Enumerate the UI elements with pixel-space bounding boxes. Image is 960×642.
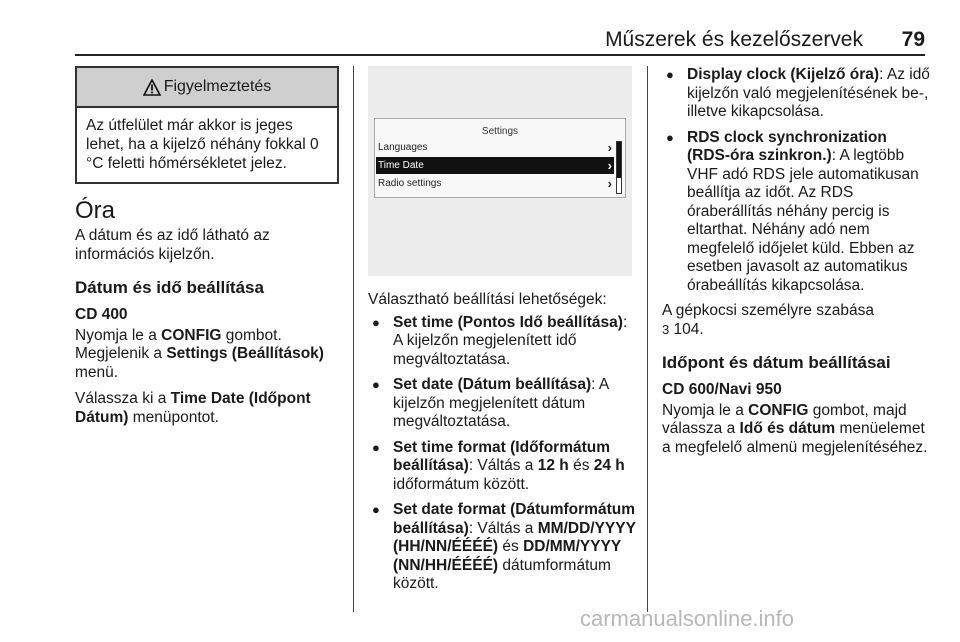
text: Válassza ki a — [75, 390, 171, 407]
option-text: : A kijelzőn megjelenített dátum megváltoztatása. — [393, 376, 609, 430]
model-label: CD 400 — [75, 306, 128, 323]
datum-paragraph-1 — [75, 327, 337, 383]
option-text: : Váltás a — [468, 457, 538, 474]
option-label: RDS clock synchronization (RDS-óra szinkron.) — [687, 128, 887, 164]
option-text: és — [568, 457, 594, 474]
column-divider — [353, 66, 354, 612]
text: gombot. Megjelenik a — [75, 326, 282, 362]
personalisation-ref — [662, 302, 930, 339]
text: gombot, majd válassza a — [662, 401, 907, 437]
warning-header — [77, 68, 337, 108]
settings-screen-title: Settings — [481, 126, 519, 137]
text: menüelemet a megfelelő almenü megjelenítéséhez. — [662, 420, 928, 456]
column-divider — [647, 66, 648, 612]
text: A gépkocsi személyre szabása — [662, 302, 874, 319]
model-label: CD 600/Navi 950 — [662, 381, 782, 398]
option-value: DD/MM/YYYY (NN/HH/ÉÉÉÉ) — [393, 538, 621, 574]
options-list-continued — [662, 66, 930, 295]
list-item — [368, 376, 636, 432]
config-keyword: CONFIG — [748, 401, 809, 419]
time-date-paragraph — [662, 402, 930, 458]
screen-row-label: Radio settings — [378, 178, 442, 189]
warning-triangle-icon — [143, 79, 161, 96]
settings-menu-panel — [374, 118, 626, 198]
option-value: 24 h — [593, 457, 625, 474]
settings-keyword: Settings (Beállítások) — [166, 345, 324, 362]
subheading-time-date: Időpont és dátum beállításai — [662, 353, 891, 372]
list-item — [368, 501, 636, 594]
list-item — [662, 66, 930, 122]
settings-screen-image — [368, 66, 632, 276]
ora-intro: A dátum és az idő látható az információs kijelzőn. — [75, 227, 270, 263]
chevron-right-icon: › — [607, 140, 612, 155]
column-2 — [368, 66, 636, 601]
header-rule — [75, 54, 925, 56]
screen-row-languages — [376, 139, 614, 156]
page-reference-icon: 3 — [662, 321, 670, 337]
options-intro: Választható beállítási lehetőségek: — [368, 291, 607, 308]
list-item — [368, 439, 636, 495]
option-label: Set time (Pontos Idő beállítása) — [393, 313, 623, 331]
option-text: : Az idő kijelzőn való megjelenítésének be-, illetve kikapcsolása. — [687, 66, 930, 120]
text: menüpontot. — [128, 408, 219, 426]
option-label: Display clock (Kijelző óra) — [687, 66, 880, 83]
time-date-keyword: Idő és dátum — [739, 420, 836, 437]
screen-scrollbar-thumb — [617, 142, 621, 178]
header-title: Műszerek és kezelőszervek — [605, 28, 863, 51]
list-item — [662, 129, 930, 296]
chevron-right-icon: › — [607, 176, 612, 191]
column-1 — [75, 66, 337, 427]
warning-body: Az útfelület már akkor is jeges lehet, ha a kijelző néhány fokkal 0 °C feletti hőmérsékletet jelez. — [86, 117, 319, 172]
page-number: 79 — [901, 28, 925, 51]
list-item — [368, 314, 636, 370]
screen-row-time-date — [376, 157, 614, 174]
option-text: : Váltás a — [468, 519, 538, 537]
text: menü. — [75, 363, 119, 381]
watermark: carmanualsonline.info — [580, 606, 795, 631]
text: Nyomja le a — [662, 401, 749, 419]
option-text: és — [498, 538, 524, 555]
column-3 — [662, 66, 930, 457]
text: Nyomja le a — [75, 326, 162, 344]
chevron-right-icon: › — [607, 158, 612, 173]
subheading-datum: Dátum és idő beállítása — [75, 278, 264, 297]
option-label: Set date format (Dátumformátum beállítása) — [393, 501, 635, 537]
page-reference[interactable]: 104. — [673, 320, 704, 338]
option-label: Set time format (Időformátum beállítása) — [393, 438, 611, 474]
option-text: időformátum között. — [393, 475, 530, 493]
option-label: Set date (Dátum beállítása) — [393, 376, 592, 393]
time-date-keyword: Time Date (Időpont Dátum) — [75, 390, 311, 426]
option-value: 12 h — [537, 457, 569, 474]
screen-row-label: Languages — [378, 142, 428, 153]
screen-row-radio-settings — [376, 175, 614, 192]
warning-heading: Figyelmeztetés — [163, 77, 272, 95]
section-heading-ora: Óra — [75, 197, 116, 224]
config-keyword: CONFIG — [161, 326, 222, 344]
datum-paragraph-2 — [75, 390, 337, 427]
option-text: : A kijelzőn megjelenített idő megváltoztatása. — [393, 313, 628, 368]
screen-scrollbar — [616, 141, 622, 194]
option-value: MM/DD/YYYY (HH/NN/ÉÉÉÉ) — [393, 519, 636, 555]
options-list — [368, 314, 636, 594]
screen-row-label: Time Date — [378, 160, 424, 171]
warning-box — [75, 66, 339, 184]
option-text: : A legtöbb VHF adó RDS jele automatikusan beállítja az időt. Az RDS óraberállítás néhány percig is eltarthat. Néhány adó nem megfelelő időjelet küld. Ebben az esetben javasolt az automatikus órabeállítás kikapcsolása. — [687, 147, 919, 294]
option-text: dátumformátum között. — [393, 556, 611, 592]
